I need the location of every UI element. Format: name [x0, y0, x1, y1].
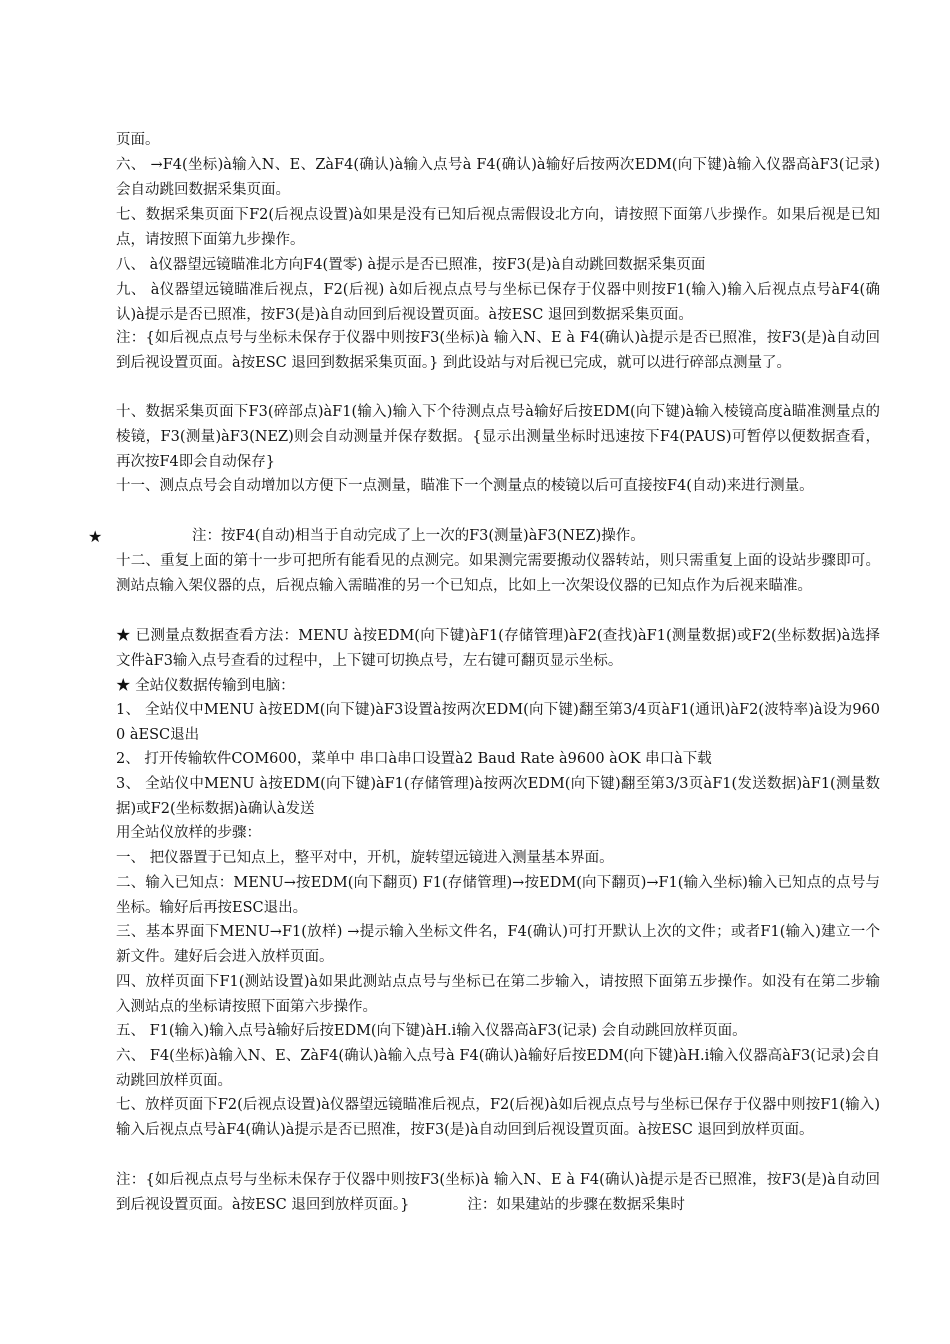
paragraph: 十、数据采集页面下F3(碎部点)àF1(输入)输入下个待测点点号à输好后按EDM(向下键)à输入棱镜高度à瞄准测量点的棱镜，F3(测量)àF3(NEZ)则会自动测量并保存数据。{显示出测量坐标时迅速按下F4(PAUS)可暂停以便数据查看，再次按F4即会自动保存}	[116, 404, 880, 470]
paragraph: 五、 F1(输入)输入点号à输好后按EDM(向下键)àH.i输入仪器高àF3(记录) 会自动跳回放样页面。	[116, 1023, 747, 1039]
paragraph: 页面。	[116, 132, 160, 148]
paragraph: 一、 把仪器置于已知点上，整平对中，开机，旋转望远镜进入测量基本界面。	[116, 850, 614, 866]
paragraph: 十二、重复上面的第十一步可把所有能看见的点测完。如果测完需要搬动仪器转站，则只需重复上面的设站步骤即可。测站点输入架仪器的点，后视点输入需瞄准的另一个已知点，比如上一次架设仪器的已知点作为后视来瞄准。	[116, 553, 880, 594]
paragraph: 六、 F4(坐标)à输入N、E、ZàF4(确认)à输入点号à F4(确认)à输好后按EDM(向下键)àH.i输入仪器高àF3(记录)会自动跳回放样页面。	[116, 1048, 880, 1089]
note-paragraph: 注：按F4(自动)相当于自动完成了上一次的F3(测量)àF3(NEZ)操作。	[192, 528, 645, 544]
paragraph: 四、放样页面下F1(测站设置)à如果此测站点点号与坐标已在第二步输入，请按照下面第五步操作。如没有在第二步输入测站点的坐标请按照下面第六步操作。	[116, 974, 880, 1015]
paragraph: 2、 打开传输软件COM600，菜单中 串口à串口设置à2 Baud Rate à9600 àOK 串口à下载	[116, 751, 712, 767]
paragraph: 注：{如后视点点号与坐标未保存于仪器中则按F3(坐标)à 输入N、E à F4(确认)à提示是否已照准，按F3(是)à自动回到后视设置页面。à按ESC 退回到放样页面。} 注：如果建站的步骤在数据采集时	[116, 1172, 880, 1213]
paragraph: 三、基本界面下MENU→F1(放样) →提示输入坐标文件名，F4(确认)可打开默认上次的文件；或者F1(输入)建立一个新文件。建好后会进入放样页面。	[116, 924, 880, 965]
paragraph: 八、 à仪器望远镜瞄准北方向F4(置零) à提示是否已照准，按F3(是)à自动跳回数据采集页面	[116, 257, 706, 273]
paragraph: 3、 全站仪中MENU à按EDM(向下键)àF1(存储管理)à按两次EDM(向下键)翻至第3/3页àF1(发送数据)àF1(测量数据)或F2(坐标数据)à确认à发送	[116, 776, 880, 817]
section-heading: 用全站仪放样的步骤：	[116, 825, 261, 841]
star-marker: ★	[88, 527, 103, 546]
paragraph: 七、放样页面下F2(后视点设置)à仪器望远镜瞄准后视点，F2(后视)à如后视点点号与坐标已保存于仪器中则按F1(输入)输入后视点点号àF4(确认)à提示是否已照准，按F3(是)à自动回到后视设置页面。à按ESC 退回到放样页面。	[116, 1097, 880, 1138]
paragraph: 二、输入已知点：MENU→按EDM(向下翻页) F1(存储管理)→按EDM(向下翻页)→F1(输入坐标)输入已知点的点号与坐标。输好后再按ESC退出。	[116, 875, 880, 916]
paragraph: 1、 全站仪中MENU à按EDM(向下键)àF3设置à按两次EDM(向下键)翻至第3/4页àF1(通讯)àF2(波特率)à设为9600 àESC退出	[116, 702, 880, 743]
paragraph: 十一、测点点号会自动增加以方便下一点测量，瞄准下一个测量点的棱镜以后可直接按F4(自动)来进行测量。	[116, 478, 814, 494]
paragraph: 七、数据采集页面下F2(后视点设置)à如果是没有已知后视点需假设北方向，请按照下面第八步操作。如果后视是已知点，请按照下面第九步操作。	[116, 207, 880, 248]
paragraph: ★ 已测量点数据查看方法：MENU à按EDM(向下键)àF1(存储管理)àF2(查找)àF1(测量数据)或F2(坐标数据)à选择文件àF3输入点号查看的过程中，上下键可切换点号，左右键可翻页显示坐标。	[116, 628, 880, 669]
paragraph: 注：{如后视点点号与坐标未保存于仪器中则按F3(坐标)à 输入N、E à F4(确认)à提示是否已照准，按F3(是)à自动回到后视设置页面。à按ESC 退回到数据采集页面。} 到此设站与对后视已完成，就可以进行碎部点测量了。	[116, 330, 880, 371]
paragraph: 九、 à仪器望远镜瞄准后视点，F2(后视) à如后视点点号与坐标已保存于仪器中则按F1(输入)输入后视点点号àF4(确认)à提示是否已照准，按F3(是)à自动回到后视设置页面。à按ESC 退回到数据采集页面。	[116, 282, 880, 323]
paragraph: 六、 →F4(坐标)à输入N、E、ZàF4(确认)à输入点号à F4(确认)à输好后按两次EDM(向下键)à输入仪器高àF3(记录)会自动跳回数据采集页面。	[116, 157, 880, 198]
paragraph: ★ 全站仪数据传输到电脑：	[116, 678, 295, 694]
